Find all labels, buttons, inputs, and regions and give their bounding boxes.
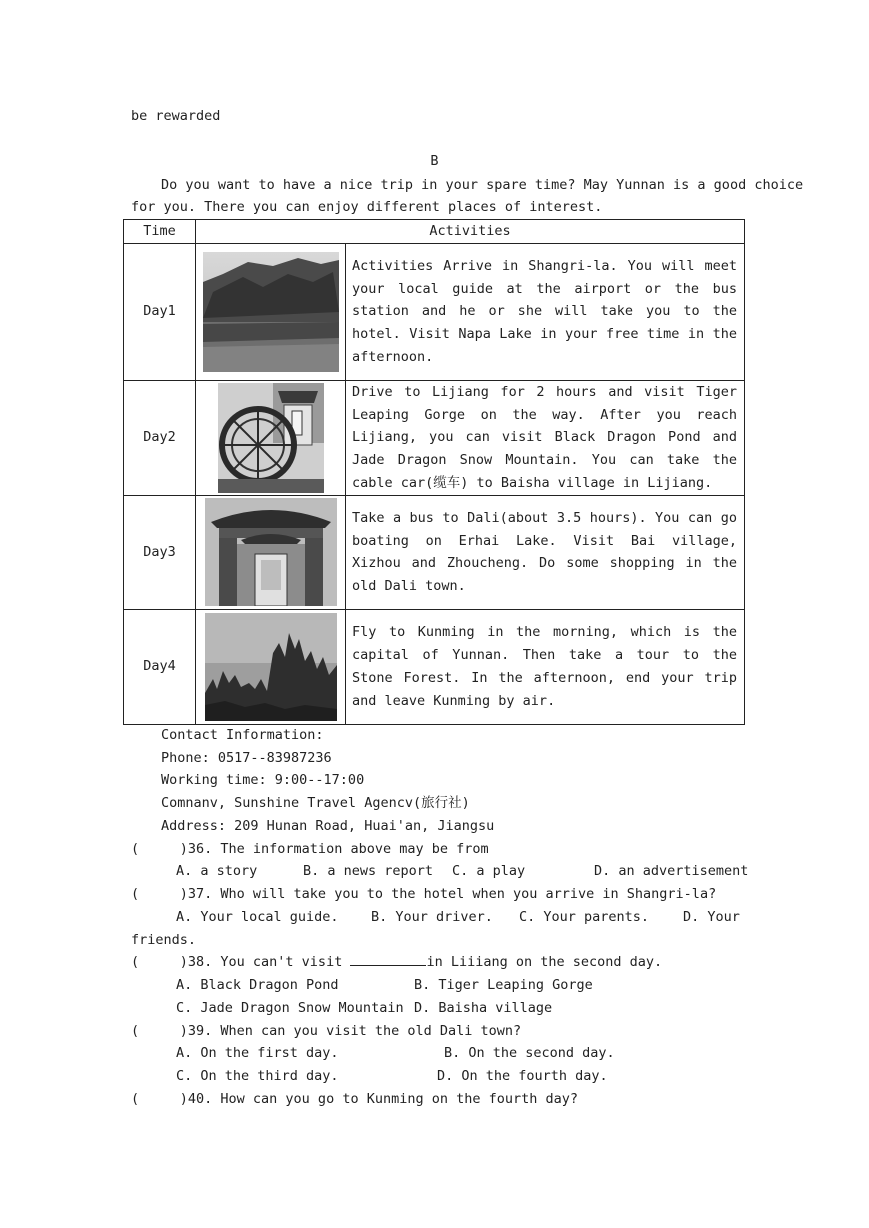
activity-description: Take a bus to Dali(about 3.5 hours). You can go boating on Erhai Lake. Visit Bai village, Xizhou and Zhoucheng. Do some shopping in the old Dali town. bbox=[346, 495, 745, 609]
q37-option-d: D. Your bbox=[683, 909, 740, 925]
q38-option-a: A. Black Dragon Pond bbox=[176, 977, 339, 993]
q36-option-a: A. a story bbox=[176, 863, 258, 879]
table-row bbox=[124, 609, 745, 724]
answer-blank bbox=[350, 951, 426, 966]
table-row bbox=[124, 380, 745, 495]
contact-heading: Contact Information: bbox=[161, 727, 324, 743]
old-gate-photo-icon bbox=[196, 495, 346, 609]
question-36-stem: ( )36. The information above may be from bbox=[131, 841, 489, 857]
q38-stem-start: ( )38. You can't visit bbox=[131, 954, 351, 970]
day-label: Day3 bbox=[124, 495, 196, 609]
day-label: Day2 bbox=[124, 380, 196, 495]
q38-option-d: D. Baisha village bbox=[414, 1000, 553, 1016]
contact-address: Address: 209 Hunan Road, Huai'an, Jiangsu bbox=[161, 818, 495, 834]
section-label: B bbox=[430, 153, 439, 169]
activity-description: Fly to Kunming in the morning, which is the capital of Yunnan. Then take a tour to the Stone Forest. In the afternoon, end your trip and leave Kunming by air. bbox=[346, 609, 745, 724]
q36-option-c: C. a play bbox=[452, 863, 526, 879]
day-label: Day1 bbox=[124, 243, 196, 380]
q36-option-d: D. an advertisement bbox=[594, 863, 749, 879]
activity-description: Activities Arrive in Shangri-la. You will meet your local guide at the airport or the bus station and he or she will take you to the hotel. Visit Napa Lake in your free time in the afternoon. bbox=[346, 243, 745, 380]
q39-option-c: C. On the third day. bbox=[176, 1068, 339, 1084]
itinerary-table bbox=[123, 219, 745, 725]
header-time: Time bbox=[124, 220, 196, 244]
q39-option-a: A. On the first day. bbox=[176, 1045, 339, 1061]
activity-description: Drive to Lijiang for 2 hours and visit Tiger Leaping Gorge on the way. After you reach Lijiang, you can visit Black Dragon Pond and Jade Dragon Snow Mountain. You can take the cable car(缆车) to Baisha village in Lijiang. bbox=[346, 380, 745, 495]
contact-company: Comnanv, Sunshine Travel Agencv(旅行社) bbox=[161, 795, 470, 811]
table-row bbox=[124, 243, 745, 380]
q39-option-b: B. On the second day. bbox=[444, 1045, 615, 1061]
q37-option-b: B. Your driver. bbox=[371, 909, 493, 925]
contact-phone: Phone: 0517--83987236 bbox=[161, 750, 332, 766]
table-header-row bbox=[124, 220, 745, 244]
day-label: Day4 bbox=[124, 609, 196, 724]
lake-mountain-photo-icon bbox=[196, 243, 346, 380]
q38-option-b: B. Tiger Leaping Gorge bbox=[414, 977, 593, 993]
waterwheel-photo-icon bbox=[196, 380, 346, 495]
question-40-stem: ( )40. How can you go to Kunming on the fourth day? bbox=[131, 1091, 579, 1107]
q38-option-c: C. Jade Dragon Snow Mountain bbox=[176, 1000, 404, 1016]
q37-option-a: A. Your local guide. bbox=[176, 909, 339, 925]
contact-hours: Working time: 9:00--17:00 bbox=[161, 772, 365, 788]
question-37-stem: ( )37. Who will take you to the hotel when you arrive in Shangri-la? bbox=[131, 886, 717, 902]
intro-paragraph-line-1: Do you want to have a nice trip in your spare time? May Yunnan is a good choice bbox=[161, 177, 804, 193]
question-39-stem: ( )39. When can you visit the old Dali town? bbox=[131, 1023, 522, 1039]
q36-option-b: B. a news report bbox=[303, 863, 434, 879]
q39-option-d: D. On the fourth day. bbox=[437, 1068, 608, 1084]
header-activities: Activities bbox=[196, 220, 745, 244]
q37-option-c: C. Your parents. bbox=[519, 909, 650, 925]
question-38-stem bbox=[131, 951, 662, 974]
q38-stem-end: in Liiiang on the second day. bbox=[426, 954, 663, 970]
intro-paragraph-line-2: for you. There you can enjoy different places of interest. bbox=[131, 199, 603, 215]
table-row bbox=[124, 495, 745, 609]
q37-option-d-continued: friends. bbox=[131, 932, 197, 948]
stone-forest-photo-icon bbox=[196, 609, 346, 724]
previous-text-fragment: be rewarded bbox=[131, 108, 221, 124]
